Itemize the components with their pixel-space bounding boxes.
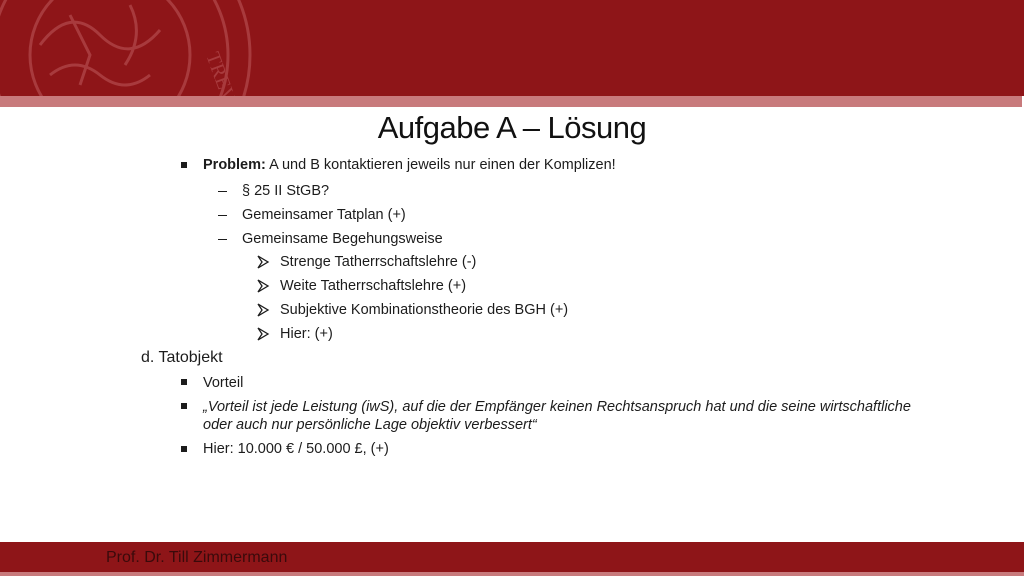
hier-item: Hier: 10.000 € / 50.000 £, (+)	[203, 441, 389, 457]
square-bullet-icon	[181, 446, 187, 452]
arrow-item-1: Strenge Tatherrschaftslehre (-)	[280, 254, 477, 270]
section-heading: d. Tatobjekt	[141, 349, 223, 366]
problem-label: Problem:	[203, 157, 266, 173]
footer-stripe	[0, 572, 1024, 576]
problem-text: A und B kontaktieren jeweils nur einen der Komplizen!	[265, 157, 616, 173]
arrow-bullet-icon	[256, 303, 270, 317]
sub-item-1: § 25 II StGB?	[242, 183, 330, 199]
definition-quote-line-1: „Vorteil ist jede Leistung (iwS), auf die der Empfänger keinen Rechtsanspruch hat und die seine wirtschaftliche	[203, 399, 911, 415]
footer-author: Prof. Dr. Till Zimmermann	[106, 549, 288, 566]
dash-bullet-icon	[218, 215, 227, 216]
arrow-bullet-icon	[256, 279, 270, 293]
university-seal-icon: ALMA MATER	[0, 0, 260, 96]
arrow-bullet-icon	[256, 327, 270, 341]
square-bullet-icon	[181, 403, 187, 409]
vorteil-item: Vorteil	[203, 375, 244, 391]
slide-title: Aufgabe A – Lösung	[377, 110, 647, 145]
dash-bullet-icon	[218, 239, 227, 240]
arrow-item-4: Hier: (+)	[280, 326, 333, 342]
problem-item	[203, 156, 616, 174]
square-bullet-icon	[181, 379, 187, 385]
dash-bullet-icon	[218, 191, 227, 192]
arrow-item-3: Subjektive Kombinationstheorie des BGH (+)	[280, 302, 569, 318]
sub-item-2: Gemeinsamer Tatplan (+)	[242, 207, 406, 223]
arrow-item-2: Weite Tatherrschaftslehre (+)	[280, 278, 467, 294]
definition-quote-line-2: oder auch nur persönliche Lage objektiv verbessert“	[203, 417, 537, 433]
square-bullet-icon	[181, 162, 187, 168]
arrow-bullet-icon	[256, 255, 270, 269]
sub-item-3: Gemeinsame Begehungsweise	[242, 231, 443, 247]
